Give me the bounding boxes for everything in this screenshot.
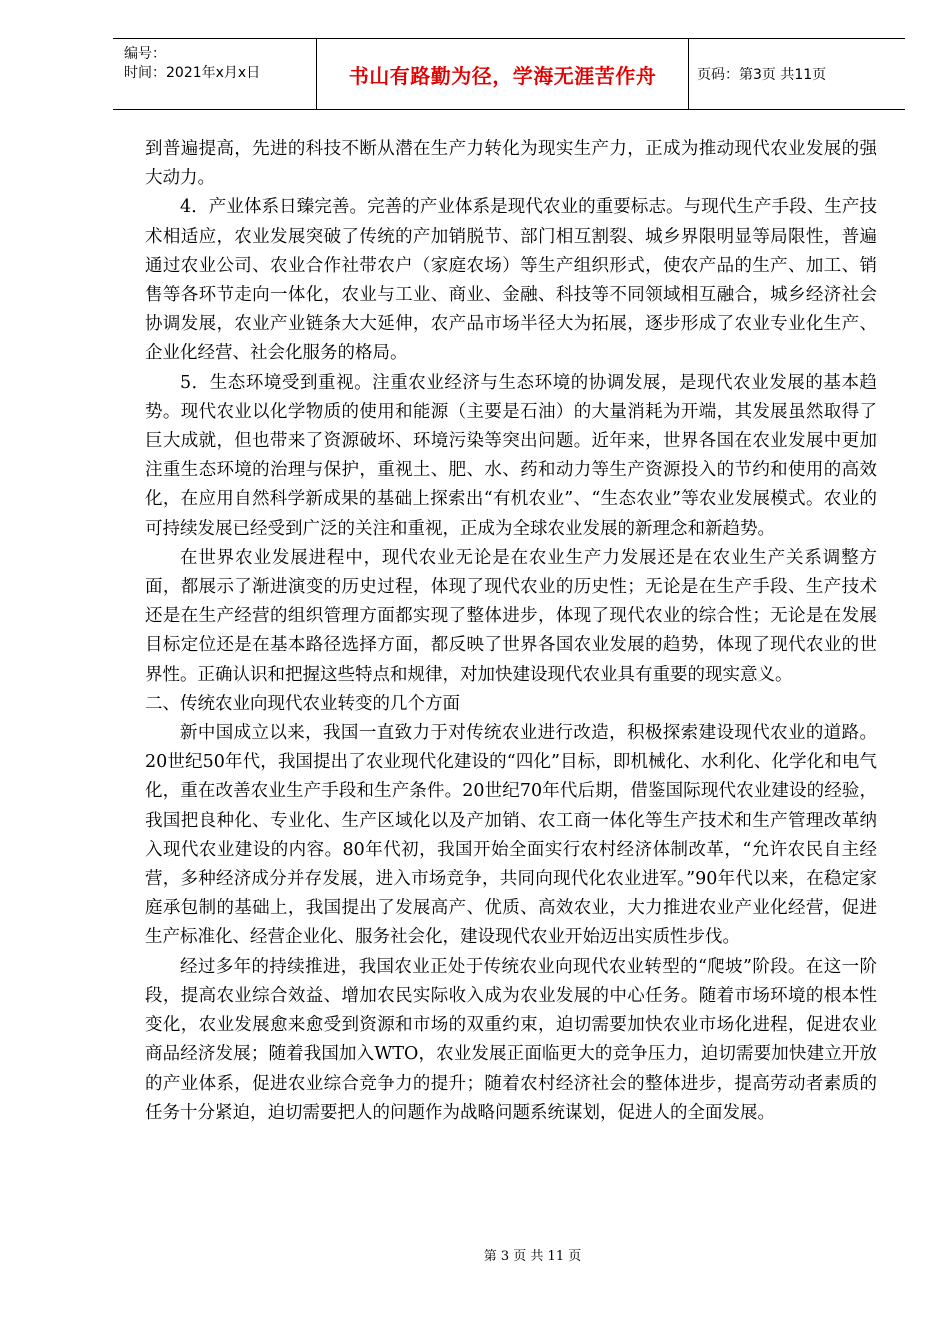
document-body — [145, 135, 877, 1128]
section-heading: 二、传统农业向现代农业转变的几个方面 — [145, 693, 460, 714]
number-label: 编号： — [124, 46, 166, 62]
header-meta — [113, 39, 316, 109]
paragraph-continuation: 到普遍提高，先进的科技不断从潜在生产力转化为现实生产力，正成为推动现代农业发展的强大动力。 — [145, 139, 877, 189]
paragraph-ecology: 5．生态环境受到重视。注重农业经济与生态环境的协调发展，是现代农业发展的基本趋势。现代农业以化学物质的使用和能源（主要是石油）的大量消耗为开端，其发展虽然取得了巨大成就，但也带来了资源破坏、环境污染等突出问题。近年来，世界各国在农业发展中更加注重生态环境的治理与保护，重视土、肥、水、药和动力等生产资源投入的节约和使用的高效化，在应用自然科学新成果的基础上探索出“有机农业”、“生态农业”等农业发展模式。农业的可持续发展已经受到广泛的关注和重视，正成为全球农业发展的新理念和新趋势。 — [145, 372, 877, 539]
page-footer — [0, 1245, 950, 1264]
header-motto-cell — [316, 39, 689, 109]
paragraph-summary: 在世界农业发展进程中，现代农业无论是在农业生产力发展还是在农业生产关系调整方面，都展示了渐进演变的历史过程，体现了现代农业的历史性；无论是在生产手段、生产技术还是在生产经营的组织管理方面都实现了整体进步，体现了现代农业的综合性；无论是在发展目标定位还是在基本路径选择方面，都反映了世界各国农业发展的趋势，体现了现代农业的世界性。正确认识和把握这些特点和规律，对加快建设现代农业具有重要的现实意义。 — [145, 547, 877, 685]
page-header — [113, 38, 905, 110]
paragraph-industry-system: 4．产业体系日臻完善。完善的产业体系是现代农业的重要标志。与现代生产手段、生产技术相适应，农业发展突破了传统的产加销脱节、部门相互割裂、城乡界限明显等局限性，普遍通过农业公司、农业合作社带农户（家庭农场）等生产组织形式，使农产品的生产、加工、销售等各环节走向一体化，农业与工业、商业、金融、科技等不同领域相互融合，城乡经济社会协调发展，农业产业链条大大延伸，农产品市场半径大为拓展，逐步形成了农业专业化生产、企业化经营、社会化服务的格局。 — [145, 197, 877, 364]
time-label: 时间：2021年x月x日 — [124, 65, 261, 81]
header-page-cell — [689, 39, 905, 109]
paragraph-transition: 经过多年的持续推进，我国农业正处于传统农业向现代农业转型的“爬坡”阶段。在这一阶段，提高农业综合效益、增加农民实际收入成为农业发展的中心任务。随着市场环境的根本性变化，农业发展愈来愈受到资源和市场的双重约束，迫切需要加快农业市场化进程，促进农业商品经济发展；随着我国加入WTO，农业发展正面临更大的竞争压力，迫切需要加快建立开放的产业体系，促进农业综合竞争力的提升；随着农村经济社会的整体进步，提高劳动者素质的任务十分紧迫，迫切需要把人的问题作为战略问题系统谋划，促进人的全面发展。 — [145, 956, 877, 1123]
header-motto: 书山有路勤为径，学海无涯苦作舟 — [348, 63, 657, 88]
footer-page-number: 第 3 页 共 11 页 — [483, 1249, 582, 1264]
header-page-label: 页码：第3页 共11页 — [697, 67, 827, 83]
paragraph-history: 新中国成立以来，我国一直致力于对传统农业进行改造，积极探索建设现代农业的道路。20世纪50年代，我国提出了农业现代化建设的“四化”目标，即机械化、水利化、化学化和电气化，重在改善农业生产手段和生产条件。20世纪70年代后期，借鉴国际现代农业建设的经验，我国把良种化、专业化、生产区域化以及产加销、农工商一体化等生产技术和生产管理改革纳入现代农业建设的内容。80年代初，我国开始全面实行农村经济体制改革，“允许农民自主经营，多种经济成分并存发展，进入市场竞争，共同向现代化农业进军。”90年代以来，在稳定家庭承包制的基础上，我国提出了发展高产、优质、高效农业，大力推进农业产业化经营，促进生产标准化、经营企业化、服务社会化，建设现代农业开始迈出实质性步伐。 — [145, 723, 877, 948]
